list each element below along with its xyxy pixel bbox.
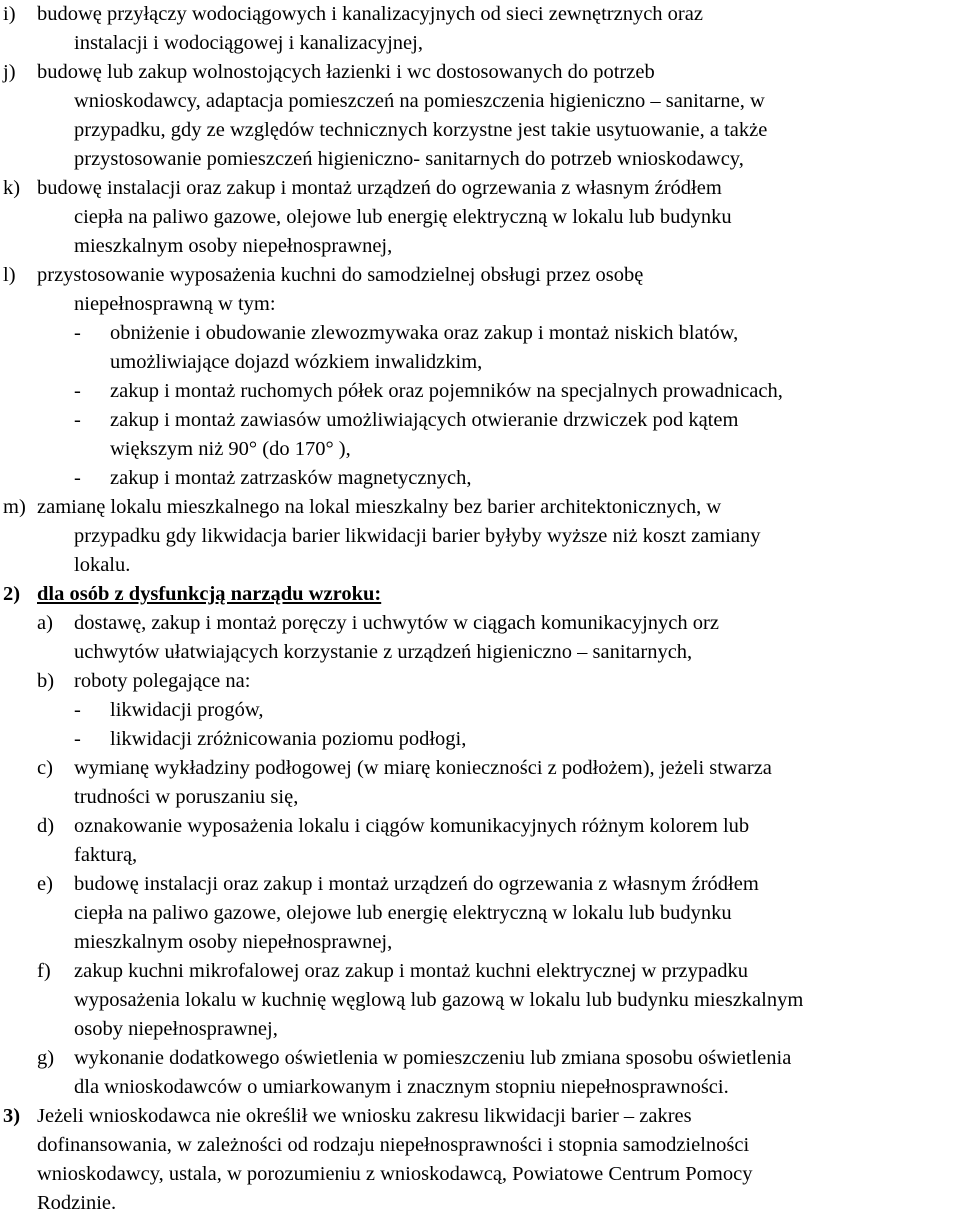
item-marker: m) (3, 496, 26, 518)
item-text-line: wymianę wykładziny podłogowej (w miarę konieczności z podłożem), jeżeli stwarza (74, 757, 772, 779)
item-text-line: wykonanie dodatkowego oświetlenia w pomieszczeniu lub zmiana sposobu oświetlenia (74, 1047, 792, 1069)
dash-bullet: - (74, 467, 81, 489)
item-text-line: zamianę lokalu mieszkalnego na lokal mieszkalny bez barier architektonicznych, w (37, 496, 722, 518)
subitem-text-line: umożliwiające dojazd wózkiem inwalidzkim, (110, 351, 483, 373)
item-text-line: przystosowanie pomieszczeń higieniczno- sanitarnych do potrzeb wnioskodawcy, (74, 148, 744, 170)
item-text-line: niepełnosprawną w tym: (74, 293, 276, 315)
item-text-line: dostawę, zakup i montaż poręczy i uchwytów w ciągach komunikacyjnych orz (74, 612, 719, 634)
subitem-text-line: likwidacji zróżnicowania poziomu podłogi, (110, 728, 467, 750)
item-text-line: mieszkalnym osoby niepełnosprawnej, (74, 235, 393, 257)
paragraph-line: dofinansowania, w zależności od rodzaju niepełnosprawności i stopnia samodzielności (37, 1134, 750, 1156)
item-text-line: budowę instalacji oraz zakup i montaż urządzeń do ogrzewania z własnym źródłem (74, 873, 759, 895)
subitem-text-line: likwidacji progów, (110, 699, 264, 721)
item-text-line: fakturą, (74, 844, 138, 866)
item-marker: k) (3, 177, 21, 199)
dash-bullet: - (74, 699, 81, 721)
item-marker: d) (37, 815, 55, 837)
item-text-line: ciepła na paliwo gazowe, olejowe lub energię elektryczną w lokalu lub budynku (74, 206, 732, 228)
item-text-line: lokalu. (74, 554, 131, 576)
dash-bullet: - (74, 409, 81, 431)
item-text-line: oznakowanie wyposażenia lokalu i ciągów komunikacyjnych różnym kolorem lub (74, 815, 750, 837)
item-text-line: dla wnioskodawców o umiarkowanym i znacznym stopniu niepełnosprawności. (74, 1076, 729, 1098)
item-text-line: wnioskodawcy, adaptacja pomieszczeń na pomieszczenia higieniczno – sanitarne, w (74, 90, 765, 112)
item-text-line: instalacji i wodociągowej i kanalizacyjnej, (74, 32, 423, 54)
item-text-line: budowę instalacji oraz zakup i montaż urządzeń do ogrzewania z własnym źródłem (37, 177, 722, 199)
item-text-line: roboty polegające na: (74, 670, 251, 692)
section-marker: 2) (3, 583, 21, 605)
paragraph-line: wnioskodawcy, ustala, w porozumieniu z wnioskodawcą, Powiatowe Centrum Pomocy (37, 1163, 753, 1185)
item-text-line: budowę przyłączy wodociągowych i kanalizacyjnych od sieci zewnętrznych oraz (37, 3, 703, 25)
item-text-line: uchwytów ułatwiających korzystanie z urządzeń higieniczno – sanitarnych, (74, 641, 693, 663)
subitem-text-line: zakup i montaż zawiasów umożliwiających otwieranie drzwiczek pod kątem (110, 409, 739, 431)
item-text-line: wyposażenia lokalu w kuchnię węglową lub gazową w lokalu lub budynku mieszkalnym (74, 989, 804, 1011)
section-marker: 3) (3, 1105, 21, 1127)
item-marker: l) (3, 264, 16, 286)
item-marker: g) (37, 1047, 55, 1069)
item-text-line: budowę lub zakup wolnostojących łazienki i wc dostosowanych do potrzeb (37, 61, 655, 83)
subitem-text-line: zakup i montaż zatrzasków magnetycznych, (110, 467, 472, 489)
item-marker: i) (3, 3, 16, 25)
item-marker: j) (3, 61, 16, 83)
dash-bullet: - (74, 728, 81, 750)
item-text-line: osoby niepełnosprawnej, (74, 1018, 278, 1040)
paragraph-line: Jeżeli wnioskodawca nie określił we wniosku zakresu likwidacji barier – zakres (37, 1105, 692, 1127)
dash-bullet: - (74, 322, 81, 344)
subitem-text-line: większym niż 90° (do 170° ), (110, 438, 351, 460)
item-text-line: trudności w poruszaniu się, (74, 786, 299, 808)
item-text-line: zakup kuchni mikrofalowej oraz zakup i montaż kuchni elektrycznej w przypadku (74, 960, 748, 982)
subitem-text-line: zakup i montaż ruchomych półek oraz pojemników na specjalnych prowadnicach, (110, 380, 783, 402)
item-text-line: przystosowanie wyposażenia kuchni do samodzielnej obsługi przez osobę (37, 264, 644, 286)
dash-bullet: - (74, 380, 81, 402)
item-marker: a) (37, 612, 53, 634)
item-marker: f) (37, 960, 51, 982)
item-text-line: przypadku gdy likwidacja barier likwidacji barier byłyby wyższe niż koszt zamiany (74, 525, 761, 547)
item-marker: e) (37, 873, 53, 895)
item-text-line: mieszkalnym osoby niepełnosprawnej, (74, 931, 393, 953)
paragraph-line: Rodzinie. (37, 1192, 117, 1214)
item-marker: c) (37, 757, 53, 779)
section-heading: dla osób z dysfunkcją narządu wzroku: (37, 583, 382, 605)
subitem-text-line: obniżenie i obudowanie zlewozmywaka oraz zakup i montaż niskich blatów, (110, 322, 739, 344)
item-text-line: przypadku, gdy ze względów technicznych korzystne jest takie usytuowanie, a także (74, 119, 768, 141)
item-text-line: ciepła na paliwo gazowe, olejowe lub energię elektryczną w lokalu lub budynku (74, 902, 732, 924)
item-marker: b) (37, 670, 55, 692)
